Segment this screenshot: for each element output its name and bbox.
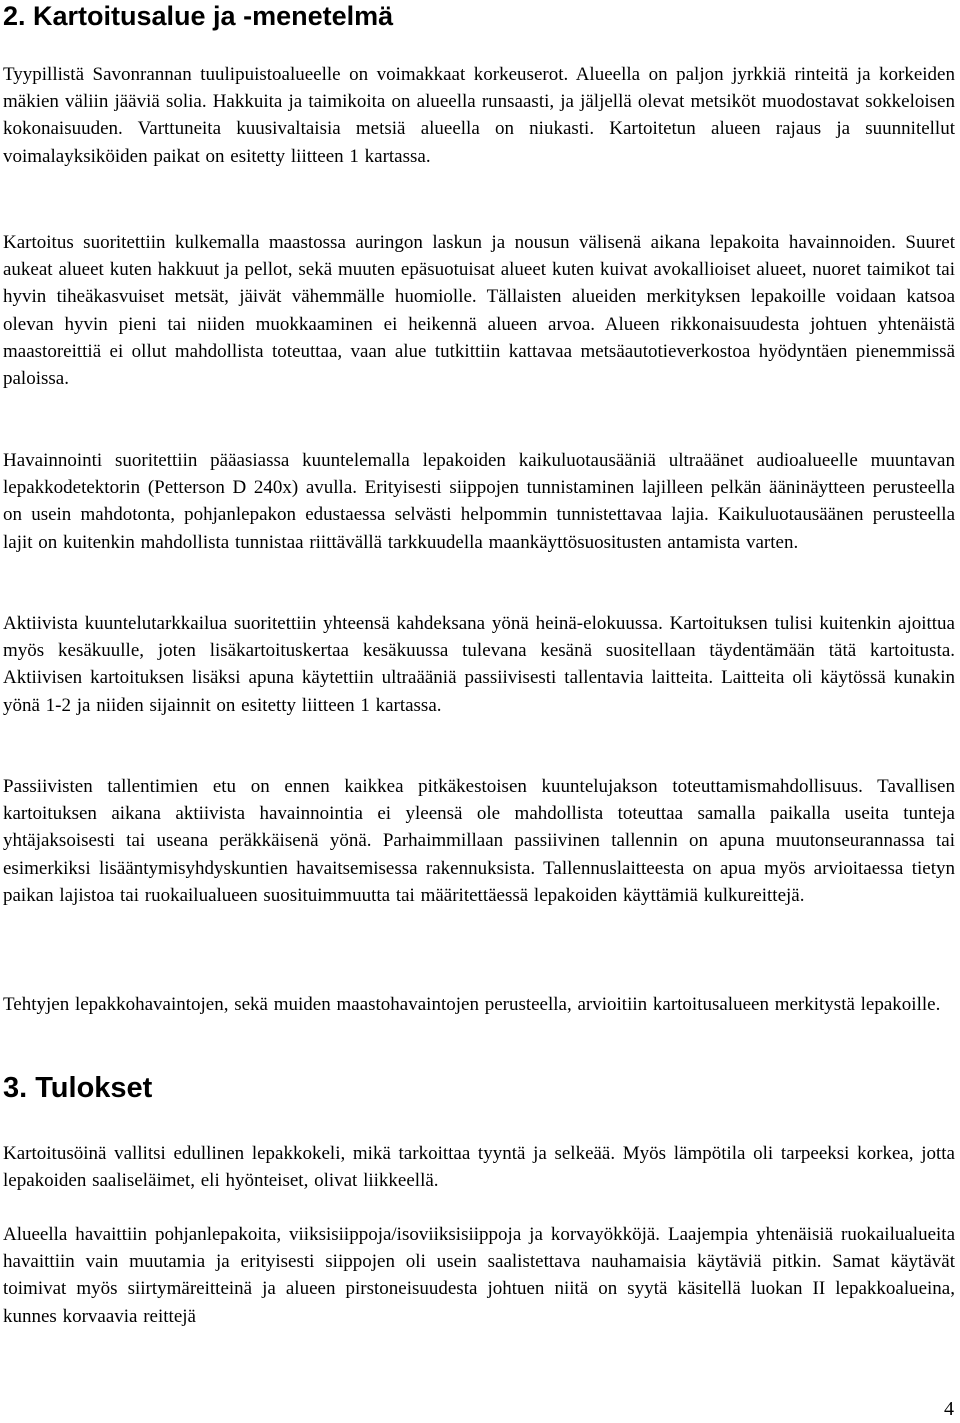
page-number: 4 bbox=[944, 1398, 954, 1420]
paragraph-species-findings: Alueella havaittiin pohjanlepakoita, viiksisiippoja/isoviiksisiippoja ja korvayökköjä. Laajempia yhtenäisiä ruokailualueita havaittiin vain muutamia ja erityisesti siippojen oli usein saalistettava nauhamaisia käytäviä pitkin. Samat käytävät toimivat myös siirtymäreitteinä ja alueen pirstoneisuudesta johtuen niitä on syytä käsitellä luokan II lepakkoalueina, kunnes korvaavia reittejä bbox=[3, 1224, 955, 1327]
paragraph-weather-conditions: Kartoitusöinä vallitsi edullinen lepakkokeli, mikä tarkoittaa tyyntä ja selkeää. Myös lämpötila oli tarpeeksi korkea, jotta lepakoiden saaliseläimet, eli hyönteiset, olivat liikkeellä. bbox=[3, 1143, 955, 1192]
paragraph-observation-method: Havainnointi suoritettiin pääasiassa kuuntelemalla lepakoiden kaikuluotausääniä ultraäänet audioalueelle muuntavan lepakkodetektorin (Petterson D 240x) avulla. Erityisesti siippojen tunnistaminen lajilleen pelkän ääninäytteen perusteella on usein mahdotonta, pohjanlepakon edustaessa selvästi helpommin tunnistettavaa lajia. Kaikuluotausäänen perusteella lajit on kuitenkin mahdollista tunnistaa riittävällä tarkkuudella maankäyttösuositusten antamista varten. bbox=[3, 450, 955, 553]
section-heading-methods: 2. Kartoitusalue ja -menetelmä bbox=[3, 1, 394, 31]
paragraph-assessment: Tehtyjen lepakkohavaintojen, sekä muiden maastohavaintojen perusteella, arvioitiin kartoitusalueen merkitystä lepakoille. bbox=[3, 994, 941, 1015]
paragraph-active-listening: Aktiivista kuuntelutarkkailua suoritettiin yhteensä kahdeksana yönä heinä-elokuussa. Kartoituksen tulisi kuitenkin ajoittua myös kesäkuulle, joten lisäkartoituskertaa kesäkuussa tulevana kesänä suositellaan täydentämään tätä kartoitusta. Aktiivisen kartoituksen lisäksi apuna käytettiin ultraääniä passiivisesti tallentavia laitteita. Laitteita oli käytössä kunakin yönä 1-2 ja niiden sijainnit on esitetty liitteen 1 kartassa. bbox=[3, 613, 955, 716]
paragraph-passive-recorders: Passiivisten tallentimien etu on ennen kaikkea pitkäkestoisen kuuntelujakson toteuttamismahdollisuus. Tavallisen kartoituksen aikana aktiivista havainnointia ei yleensä ole mahdollista toteuttaa samalla paikalla useita tunteja yhtäjaksoisesti tai useana peräkkäisenä yönä. Parhaimmillaan passiivinen tallennin on apuna muutonseurannassa tai esimerkiksi lisääntymisyhdyskuntien havaitsemisessa rakennuksista. Tallennuslaitteesta on apua myös arvioitaessa tietyn paikan lajistoa tai ruokailualueen suosituimmuutta tai määritettäessä lepakoiden käyttämiä kulkureittejä. bbox=[3, 776, 955, 906]
paragraph-survey-method: Kartoitus suoritettiin kulkemalla maastossa auringon laskun ja nousun välisenä aikana lepakoita havainnoiden. Suuret aukeat alueet kuten hakkuut ja pellot, sekä muuten epäsuotuisat alueet kuten kuivat avokallioiset alueet, nuoret taimikot tai hyvin tiheäkasvuiset metsät, jäivät vähemmälle huomiolle. Tällaisten alueiden merkityksen lepakoille voidaan katsoa olevan hyvin pieni tai niiden muokkaaminen ei heikennä alueen arvoa. Alueen rikkonaisuudesta johtuen yhtenäistä maastoreittiä ei ollut mahdollista toteuttaa, vaan alue tutkittiin kattavaa metsäautotieverkostoa hyödyntäen pienemmissä paloissa. bbox=[3, 232, 955, 390]
section-heading-results: 3. Tulokset bbox=[3, 1072, 153, 1104]
paragraph-study-area: Tyypillistä Savonrannan tuulipuistoalueelle on voimakkaat korkeuserot. Alueella on paljon jyrkkiä rinteitä ja korkeiden mäkien väliin jääviä solia. Hakkuita ja taimikoita on alueella runsaasti, ja jäljellä olevat metsiköt muodostavat sokkeloisen kokonaisuuden. Varttuneita kuusivaltaisia metsiä alueella on niukasti. Kartoitetun alueen rajaus ja suunnitellut voimalayksiköiden paikat on esitetty liitteen 1 kartassa. bbox=[3, 64, 955, 167]
